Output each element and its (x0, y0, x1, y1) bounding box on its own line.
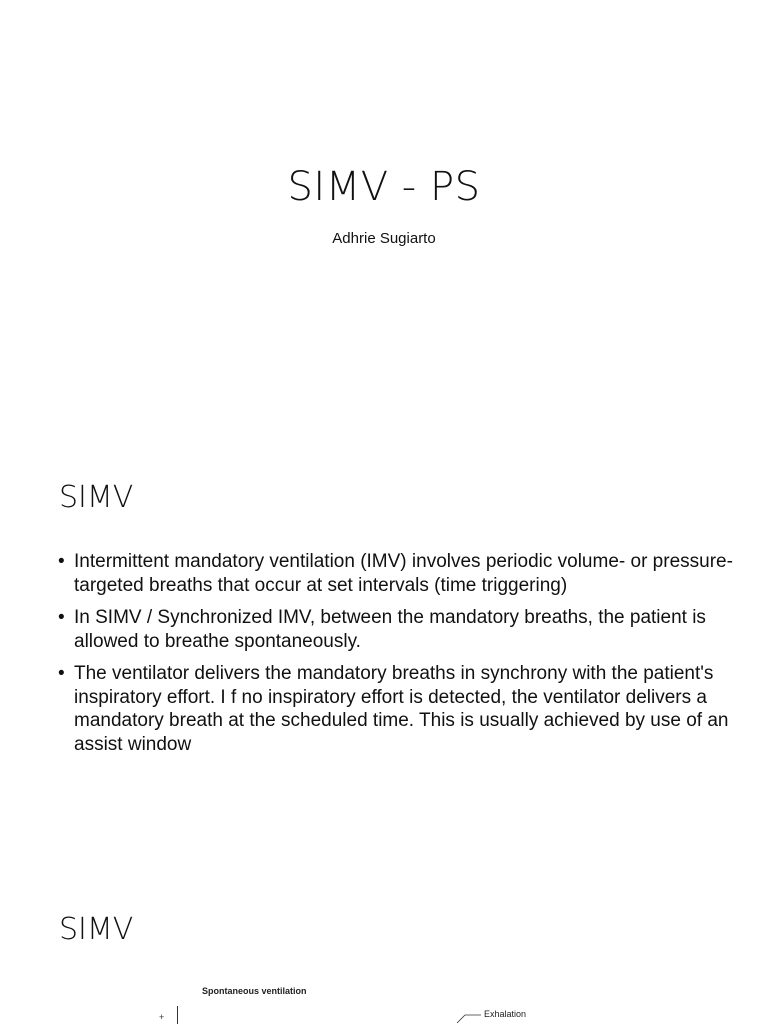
ventilation-figure (150, 976, 570, 1024)
slide-heading: SIMV (59, 912, 134, 947)
bullet-item (56, 550, 736, 597)
content-slide-simv-figure (0, 864, 768, 1024)
author-name: Adhrie Sugiarto (332, 230, 436, 247)
slide-heading: SIMV (59, 480, 134, 515)
bullet-list (56, 550, 736, 765)
bullet-item (56, 662, 736, 756)
bullet-text: In SIMV / Synchronized IMV, between the mandatory breaths, the patient is allowed to breathe spontaneously. (74, 607, 706, 652)
bullet-text: The ventilator delivers the mandatory breaths in synchrony with the patient's inspiratory effort. I f no inspiratory effort is detected, the ventilator delivers a mandatory breath at the scheduled time. This is usually achieved by use of an assist window (74, 663, 729, 755)
pointer-line-icon (455, 1012, 483, 1024)
bullet-dot-icon: • (58, 551, 65, 572)
presentation-title: SIMV - PS (287, 164, 481, 210)
bullet-text: Intermittent mandatory ventilation (IMV) involves periodic volume- or pressure-targeted breaths that occur at set intervals (time triggering) (74, 551, 733, 596)
figure-plus-sign: + (159, 1012, 165, 1022)
figure-title: Spontaneous ventilation (202, 986, 307, 996)
title-slide (0, 0, 768, 432)
content-slide-simv (0, 432, 768, 864)
figure-axis-line (177, 1006, 178, 1024)
figure-label-exhalation: Exhalation (484, 1009, 527, 1019)
bullet-dot-icon: • (58, 663, 65, 684)
bullet-item (56, 606, 736, 653)
bullet-dot-icon: • (58, 607, 65, 628)
